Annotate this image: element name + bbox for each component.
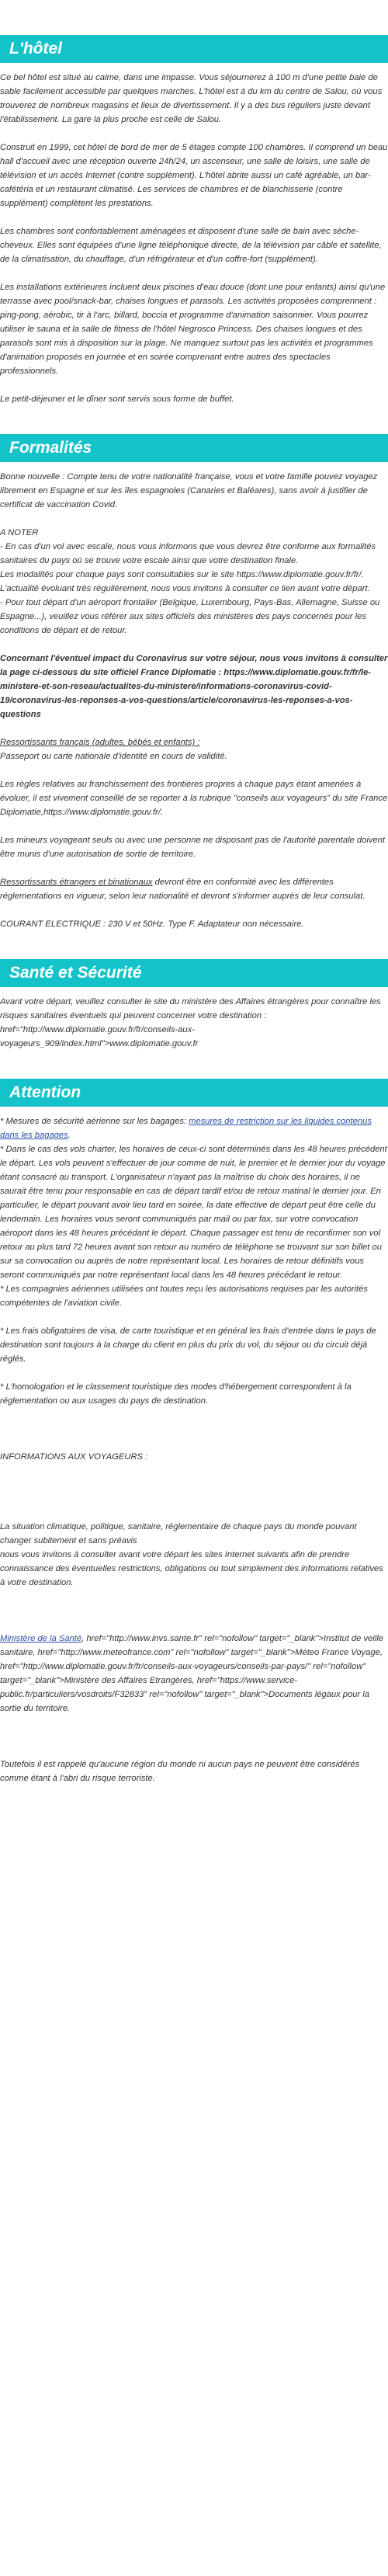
formalites-res-etr: [0, 875, 388, 903]
attention-links-text: , href="http://www.invs.sante.fr" rel="nofollow" target="_blank">Institut de veille sanitaire, href="http://www.meteofrance.com" rel="nofollow" target="_blank">Méteo France Voyage, href="http://www.diplomatie.gouv.fr/fr/conseils-aux-voyageurs/conseils-par-pays/" rel="nofollow" target="_blank">Ministère des Affaires Etrangères, href="https://www.service-public.fr/particuliers/vosdroits/F32833" rel="nofollow" target="_blank">Documents légaux pour la sortie du territoire.: [0, 1634, 383, 1713]
hotel-paragraph-facilities: Construit en 1999, cet hôtel de bord de mer de 5 étages compte 100 chambres. Il comprend un beau hall d'accueil avec une réception ouverte 24h/24, un ascenseur, une salle de loisirs, une salle de télévision et un accès Internet (contre supplément). L'hôtel abrite aussi un café agréable, un bar-cafétéria et un restaurant climatisé. Les services de chambres et de blanchisserie (contre supplément) complètent les prestations.: [0, 143, 388, 208]
ministere-sante-link[interactable]: Ministère de la Santé: [0, 1634, 82, 1643]
attention-terrorisme: Toutefois il est rappelé qu'aucune région du monde ni aucun pays ne peuvent être considérés comme étant à l'abri du risque terroriste.: [0, 1760, 360, 1783]
hotel-paragraph-location: Ce bel hôtel est situé au calme, dans une impasse. Vous séjournerez à 100 m d'une petite baie de sable facilement accessible par quelques marches. L'hôtel est à du km du centre de Salou, où vous trouverez de nombreux magasins et lieux de divertissement. Il y a des bus réguliers juste devant l'établissement. La gare la plus proche est celle de Salou.: [0, 73, 383, 124]
formalites-res-etr-text: devront être en conformité avec les différentes réglementations en vigueur, selon leur nationalité et devront s'informer auprès de leur consulat.: [0, 878, 365, 901]
formalites-res-fr-text: Passeport ou carte nationale d'identité en cours de validité.: [0, 752, 227, 761]
formalites-courant: COURANT ELECTRIQUE : 230 V et 50Hz. Type F. Adaptateur non nécessaire.: [0, 920, 304, 929]
formalites-res-fr-title: Ressortissants français (adultes, bébés et enfants) :: [0, 738, 200, 747]
section-attention: [0, 1079, 388, 1785]
hotel-paragraph-meals: Le petit-déjeuner et le dîner sont servis sous forme de buffet.: [0, 395, 234, 404]
section-sante: [0, 959, 388, 1051]
formalites-nota-escale: - En cas d'un vol avec escale, nous vous informons que vous devrez être conforme aux formalités sanitaires du pays où se trouve votre escale ainsi que votre destination finale.: [0, 542, 376, 565]
formalites-intro: Bonne nouvelle : Compte tenu de votre nationalité française, vous et votre famille pouvez voyagez librement en Espagne et sur les îles espagnoles (Canaries et Baléares), sans avoir à justifier de certificat de vaccination Covid.: [0, 472, 378, 509]
section-title-sante: Santé et Sécurité: [0, 959, 388, 987]
attention-info-text: La situation climatique, politique, sanitaire, réglementaire de chaque pays du monde pouvant changer subitement et sans préavis nous vous invitons à consulter avant votre départ les sites Internet suivants afin de prendre connaissance des éventuelles restrictions, obligations ou tout simplement des informations relatives à votre destination.: [0, 1522, 383, 1587]
section-body-sante: [0, 987, 388, 1051]
attention-links: [0, 1632, 388, 1716]
attention-homologation: * L'homologation et le classement touristique des modes d'hébergement correspondent à la réglementation ou aux usages du pays de destination.: [0, 1382, 352, 1406]
section-body-hotel: [0, 63, 388, 406]
formalites-res-etr-title: Ressortissants étrangers et binationaux: [0, 878, 153, 887]
formalites-nota-title: A NOTER: [0, 528, 39, 537]
hotel-paragraph-outdoor: Les installations extérieures incluent deux piscines d'eau douce (dont une pour enfants) ainsi qu'une terrasse avec pool/snack-bar, chaises longues et parasols. Les activités proposées comprennent : ping-pong, aérobic, tir à l'arc, billard, boccia et programme d'animation saisonnier. Vous pourrez utiliser le sauna et la salle de fitness de l'hôtel Negrosco Princess. Des chaises longues et des parasols sont mis à disposition sur la plage. Ne manquez surtout pas les activités et programmes d'animation proposés en journée et en soirée comprenant entre autres des spectacles professionnels.: [0, 283, 386, 376]
attention-bagages-text: * Mesures de sécurité aérienne sur les bagages:: [0, 1117, 189, 1126]
formalites-minors: Les mineurs voyageant seuls ou avec une personne ne disposant pas de l'autorité parentale doivent être munis d'une autorisation de sortie de territoire.: [0, 836, 385, 859]
attention-bagages-end: .: [68, 1131, 71, 1140]
attention-info-title: INFORMATIONS AUX VOYAGEURS :: [0, 1452, 148, 1462]
section-body-attention: [0, 1107, 388, 1785]
attention-bagages: [0, 1114, 388, 1142]
section-hotel: [0, 35, 388, 406]
section-formalites: [0, 434, 388, 931]
formalites-nota-frontalier: - Pour tout départ d'un aéroport frontalier (Belgique, Luxembourg, Pays-Bas, Allemagne, Suisse ou Espagne...), veuillez vous référer aux sites officiels des ministères des pays concernés pour les conditions de départ et de retour.: [0, 598, 380, 635]
formalites-nota-modalites: Les modalités pour chaque pays sont consultables sur le site https://www.diplomatie.gouv.fr/fr/. L'actualité évoluant très régulièrement, nous vous invitons à consulter ce lien avant votre départ.: [0, 570, 370, 593]
section-body-formalites: [0, 462, 388, 931]
attention-charter: * Dans le cas des vols charter, les horaires de ceux-ci sont déterminés dans les 48 heures précédent le départ. Les vols peuvent s'effectuer de jour comme de nuit, le premier et le dernier jour du voyage étant consacré au transport. L'organisateur n'ayant pas la maîtrise du choix des horaires, il ne saurait être tenu pour responsable en cas de départ tardif et/ou de retour matinal le dernier jour. En particulier, le départ pouvant avoir lieu tard en soirée, la date effective de départ peut être celle du lendemain. Les horaires vous seront communiqués par mail ou par fax, sur votre convocation aéroport dans les 48 heures précédant le départ. Chaque passager est tenu de reconfirmer son vol retour au plus tard 72 heures avant son retour au numéro de téléphone se trouvant sur son billet ou sur sa convocation ou auprès de notre représentant local. Les horaires de retour définitifs vous seront communiqués par notre représentant local dans les 48 heures précédant le retour.: [0, 1145, 387, 1280]
section-title-formalites: Formalités: [0, 434, 388, 462]
attention-frais: * Les frais obligatoires de visa, de carte touristique et en général les frais d'entrée dans le pays de destination sont toujours à la charge du client en plus du prix du vol, du séjour ou du circuit déjà réglés.: [0, 1326, 376, 1364]
formalites-coronavirus: Concernant l'éventuel impact du Coronavirus sur votre séjour, nous vous invitons à consulter la page ci-dessous du site officiel France Diplomatie : https://www.diplomatie.gouv.fr/fr/le-ministere-et-son-reseau/actualites-du-ministere/informations-coronavirus-covid-19/coronavirus-les-reponses-a-vos-questions/article/coronavirus-les-reponses-a-vos-questions: [0, 654, 388, 719]
formalites-rules: Les règles relatives au franchissement des frontières propres à chaque pays étant amenées à évoluer, il est vivement conseillé de se reporter à la rubrique "conseils aux voyageurs" du site France Diplomatie,https://www.diplomatie.gouv.fr/.: [0, 780, 388, 817]
section-title-hotel: L'hôtel: [0, 35, 388, 63]
attention-liquides-link[interactable]: mesures de restriction sur les liquides contenus dans les bagages: [0, 1117, 372, 1140]
hotel-paragraph-rooms: Les chambres sont confortablement aménagées et disposent d'une salle de bain avec sèche-cheveux. Elles sont équipées d'une ligne téléphonique directe, de la télévision par câble et satellite, de la climatisation, du chauffage, d'un réfrigérateur et d'un coffre-fort (supplément).: [0, 227, 382, 264]
section-title-attention: Attention: [0, 1079, 388, 1107]
sante-text: Avant votre départ, veuillez consulter le site du ministère des Affaires étrangères pour connaître les risques sanitaires éventuels qui peuvent concerner votre destination : href="http://www.diplomatie.gouv.fr/fr/conseils-aux-voyageurs_909/index.html">www.diplomatie.gouv.fr: [0, 997, 381, 1048]
attention-compagnies: * Les compagnies aériennes utilisées ont toutes reçu les autorisations requises par les autorités compétentes de l'aviation civile.: [0, 1285, 368, 1308]
